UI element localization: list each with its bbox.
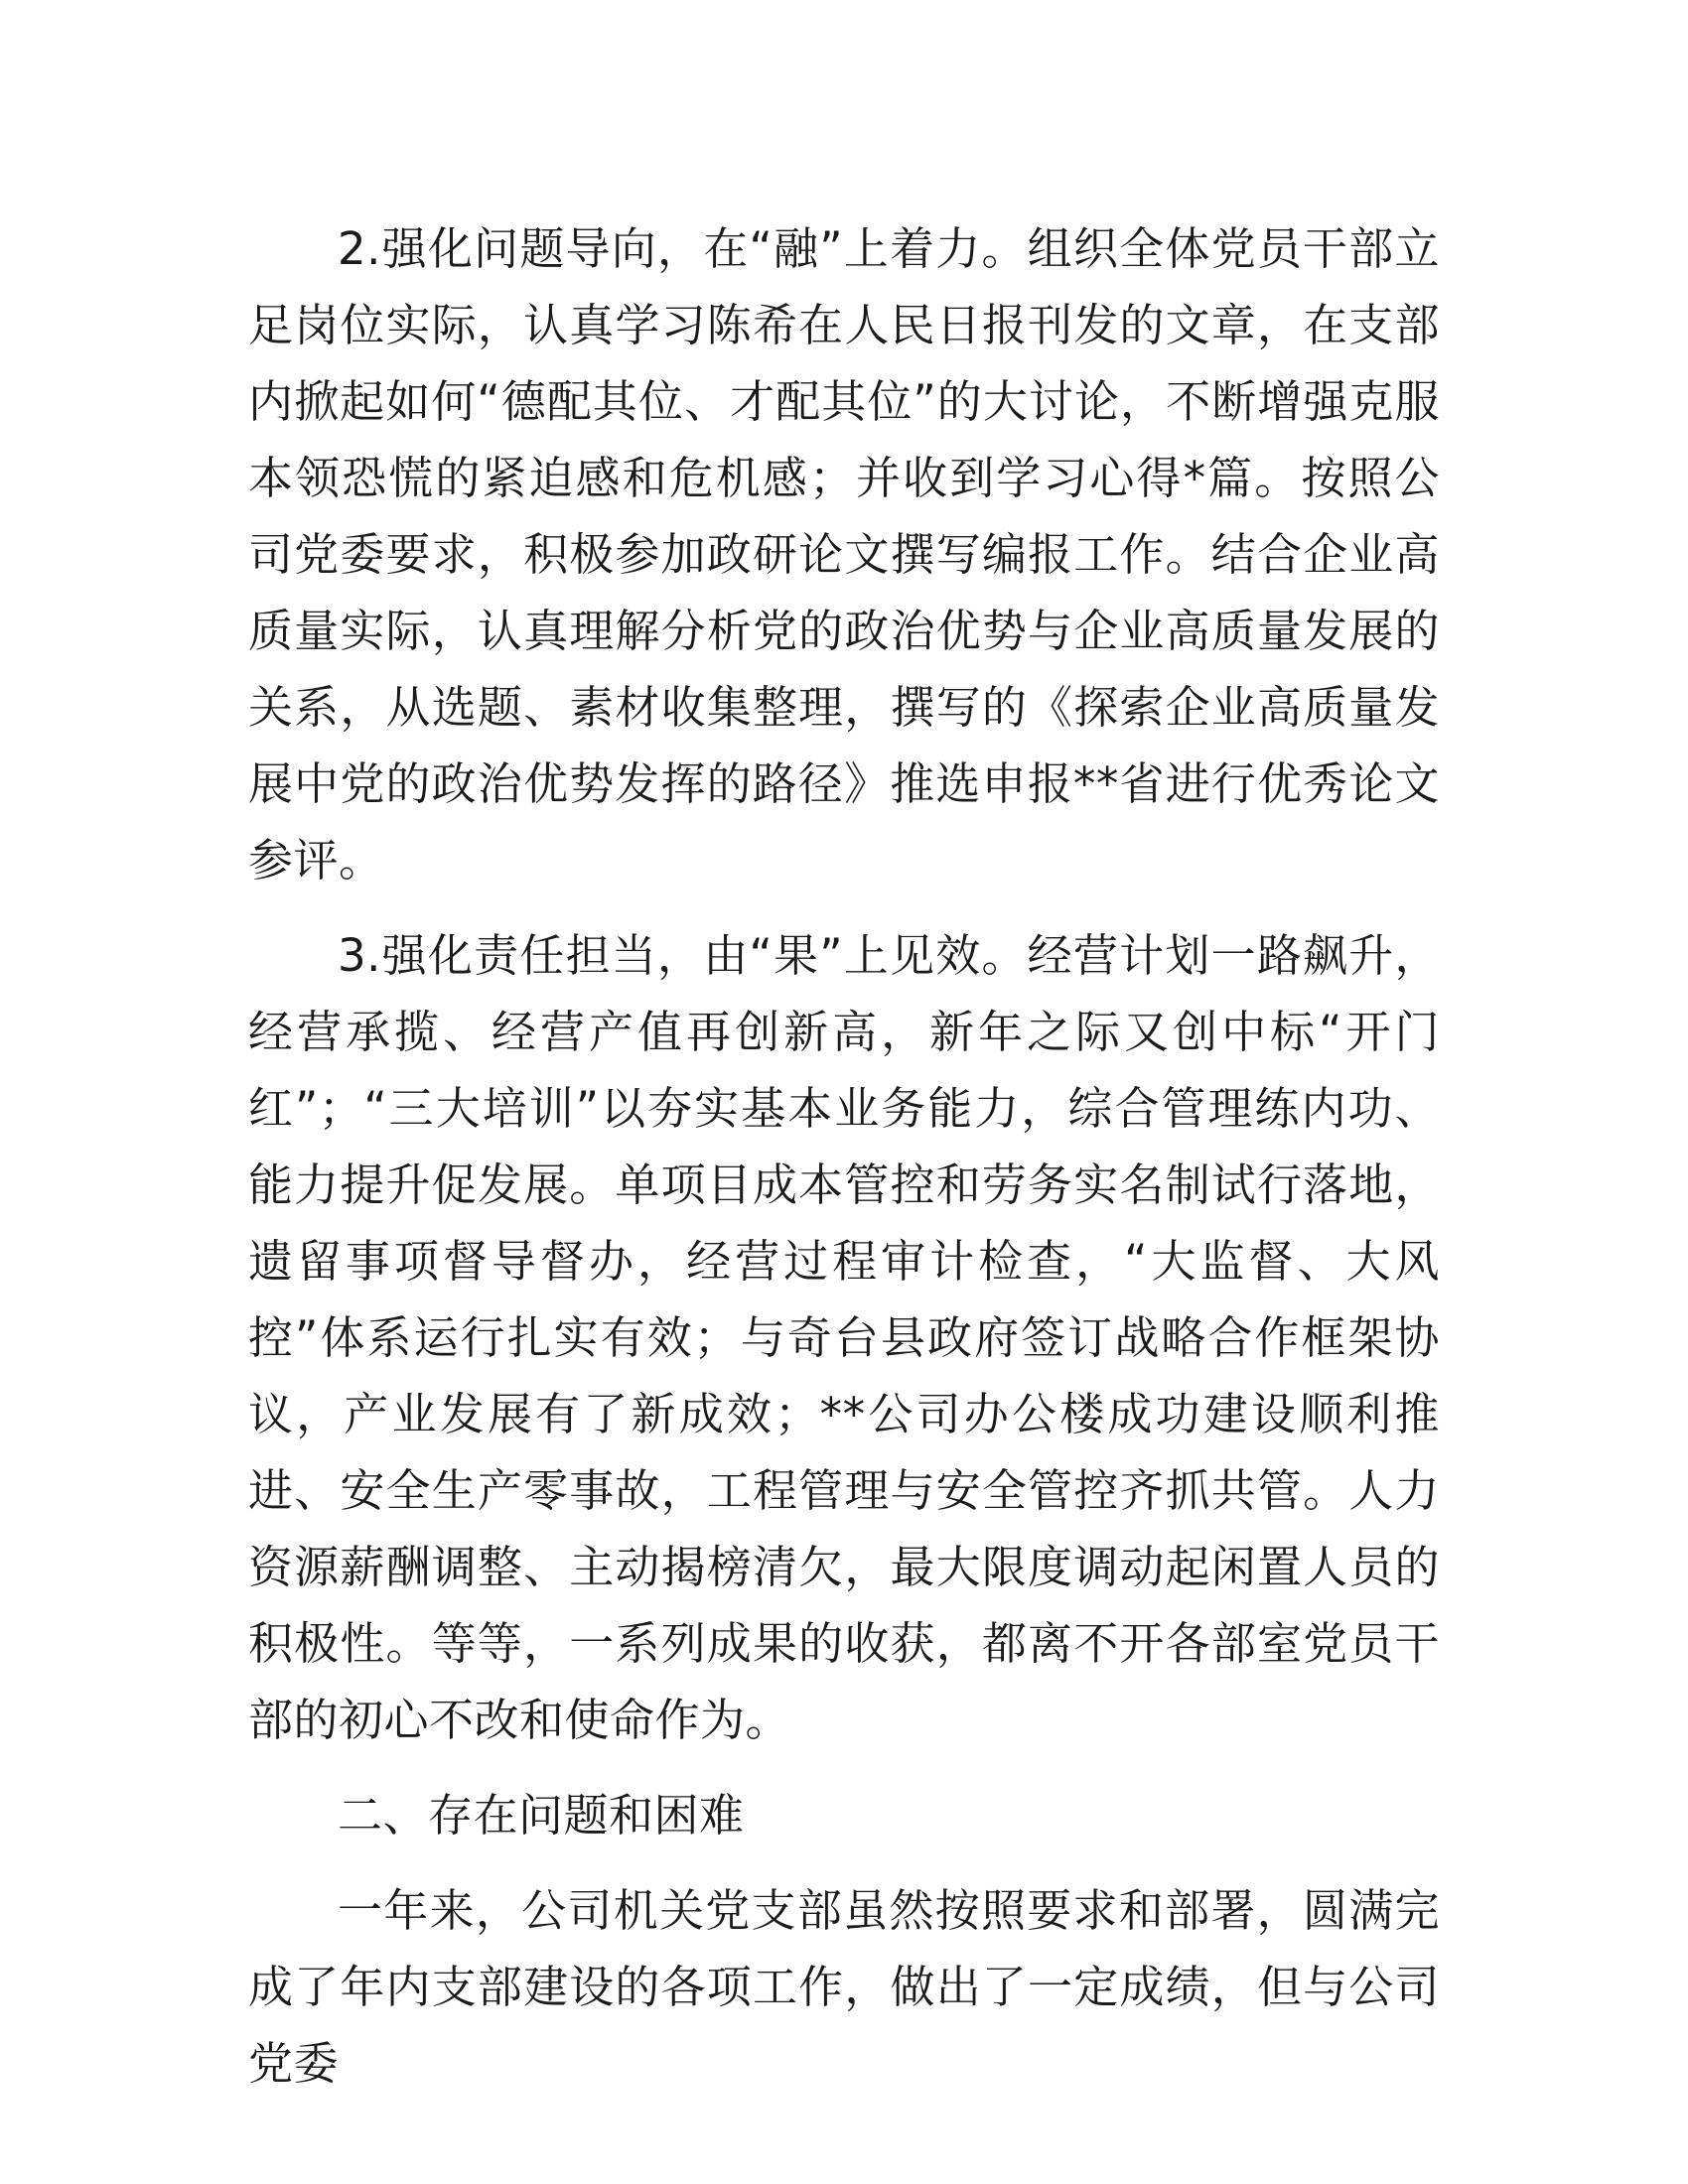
paragraph-responsibility: 3.强化责任担当，由“果”上见效。经营计划一路飙升，经营承揽、经营产值再创新高，新年之际又创中标“开门红”；“三大培训”以夯实基本业务能力，综合管理练内功、能力提升促发展。单项目成本管控和劳务实名制试行落地，遗留事项督导督办，经营过程审计检查，“大监督、大风控”体系运行扎实有效；与奇台县政府签订战略合作框架协议，产业发展有了新成效；**公司办公楼成功建设顺利推进、安全生产零事故，工程管理与安全管控齐抓共管。人力资源薪酬调整、主动揭榜清欠，最大限度调动起闲置人员的积极性。等等，一系列成果的收获，都离不开各部室党员干部的初心不改和使命作为。: [248, 929, 1440, 1746]
paragraph-problem-orientation: 2.强化问题导向，在“融”上着力。组织全体党员干部立足岗位实际，认真学习陈希在人民日报刊发的文章，在支部内掀起如何“德配其位、才配其位”的大讨论，不断增强克服本领恐慌的紧迫感和危机感；并收到学习心得*篇。按照公司党委要求，积极参加政研论文撰写编报工作。结合企业高质量实际，认真理解分析党的政治优势与企业高质量发展的关系，从选题、素材收集整理，撰写的《探索企业高质量发展中党的政治优势发挥的路径》推选申报**省进行优秀论文参评。: [248, 222, 1440, 887]
section-heading: 二、存在问题和困难: [338, 1789, 745, 1842]
paragraph-summary: 一年来，公司机关党支部虽然按照要求和部署，圆满完成了年内支部建设的各项工作，做出了一定成绩，但与公司党委: [248, 1884, 1440, 2090]
document-page: [248, 210, 1440, 2102]
